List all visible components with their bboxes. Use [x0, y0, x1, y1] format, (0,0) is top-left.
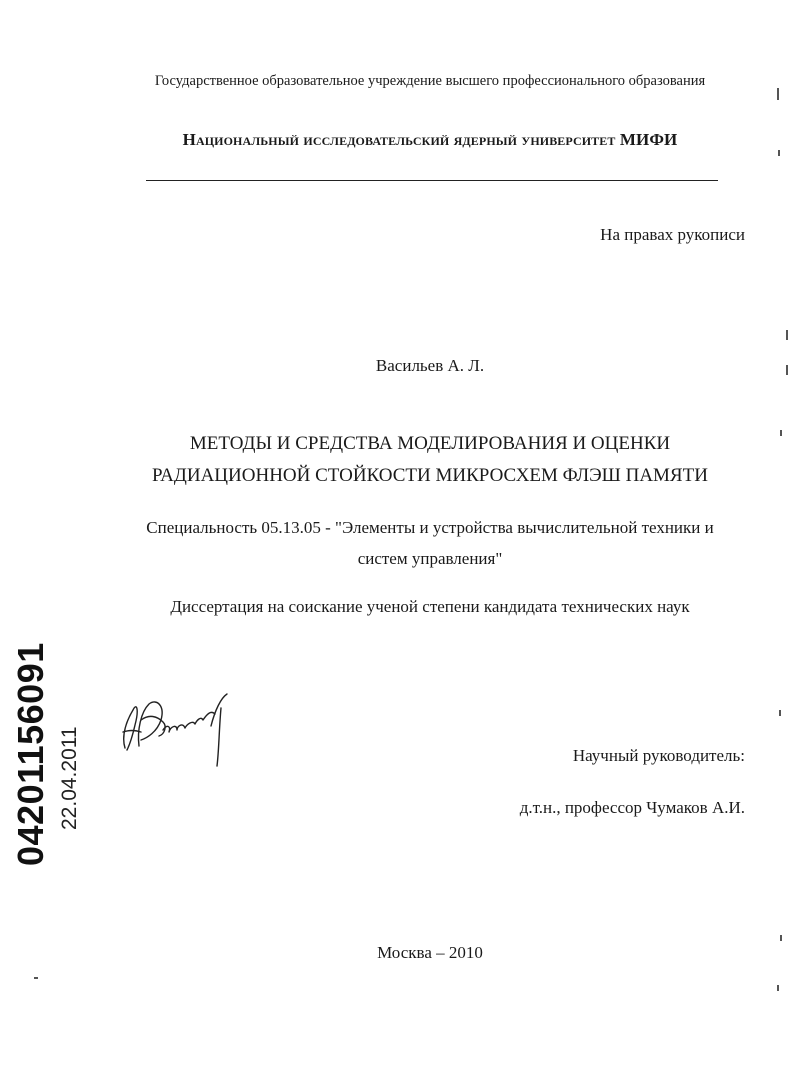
supervisor-name: д.т.н., профессор Чумаков А.И. [519, 798, 745, 817]
city-year: Москва – 2010 [377, 943, 483, 962]
scan-speck [786, 365, 788, 375]
rights-note: На правах рукописи [600, 225, 745, 244]
scan-speck [34, 977, 38, 979]
university-name-main: Национальный исследовательский ядерный университет [182, 130, 616, 149]
scan-speck [778, 150, 780, 156]
scan-speck [777, 88, 779, 100]
specialty-line-1: Специальность 05.13.05 - "Элементы и устройства вычислительной техники и [146, 518, 714, 537]
university-name [90, 130, 770, 150]
scan-speck [780, 935, 782, 941]
scan-speck [777, 985, 779, 991]
thesis-title-line-2: РАДИАЦИОННОЙ СТОЙКОСТИ МИКРОСХЕМ ФЛЭШ ПАМЯТИ [152, 465, 708, 486]
specialty-line-2: систем управления" [357, 549, 503, 568]
supervisor-label: Научный руководитель: [572, 746, 745, 765]
scan-speck [779, 710, 781, 716]
institution-line: Государственное образовательное учреждение высшего профессионального образования [154, 73, 706, 89]
header-divider [146, 180, 718, 181]
author-name: Васильев А. Л. [375, 356, 485, 375]
registry-date: 22.04.2011 [58, 726, 81, 830]
signature-icon [115, 680, 240, 770]
degree-statement: Диссертация на соискание ученой степени кандидата технических наук [170, 597, 690, 616]
university-abbreviation: МИФИ [619, 130, 678, 149]
scan-speck [780, 430, 782, 436]
registry-number: 04201156091 [10, 642, 51, 866]
registry-stamp [0, 640, 90, 870]
scan-speck [786, 330, 788, 340]
thesis-title-line-1: МЕТОДЫ И СРЕДСТВА МОДЕЛИРОВАНИЯ И ОЦЕНКИ [189, 433, 671, 454]
